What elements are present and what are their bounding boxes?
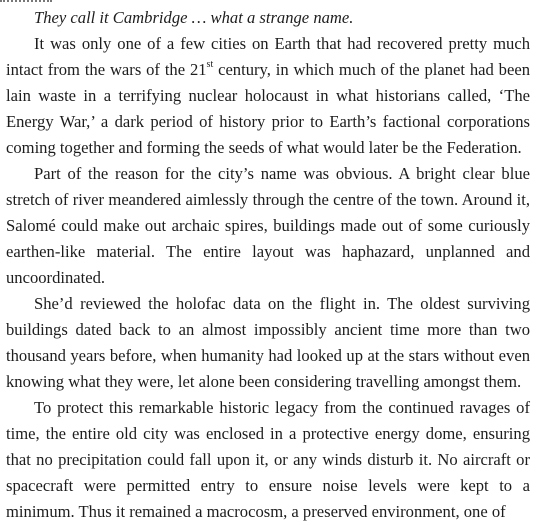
paragraph-3: Part of the reason for the city’s name was obvious. A bright clear blue stretch of river meandered aimlessly through the centre of the town. Around it, Salomé could make out archaic spires, buildings made out of some curiously earthen-like material. The entire layout was haphazard, unplanned and uncoordinated. [6,164,530,287]
paragraph-4: She’d reviewed the holofac data on the flight in. The oldest surviving buildings dated back to an almost impossibly ancient time more than two thousand years before, when humanity had looked up at the stars without even knowing what they were, let alone been considering travelling amongst them. [6,294,530,391]
paragraph-2-start: It was only one of a few cities on Earth that had recovered pretty much intact from the wars of the 21 [6,34,530,79]
body-text [6,5,530,525]
top-dotted-rule [0,0,52,2]
paragraph-2-rest: century, in which much of the planet had been lain waste in a terrifying nuclear holocaust in what historians called, ‘The Energy War,’ a dark period of history prior to Earth’s factional corporations coming together and forming the seeds of what would later be the Federation. [6,60,530,157]
ordinal-superscript: st [206,59,214,71]
paragraph-5: To protect this remarkable historic legacy from the continued ravages of time, the entire old city was enclosed in a protective energy dome, ensuring that no precipitation could fall upon it, or any winds disturb it. No aircraft or spacecraft were permitted entry to ensure noise levels were kept to a minimum. Thus it remained a macrocosm, a preserved environment, one of [6,398,530,521]
paragraph-1: They call it Cambridge … what a strange name. [34,8,354,27]
paragraph-2 [6,31,530,161]
